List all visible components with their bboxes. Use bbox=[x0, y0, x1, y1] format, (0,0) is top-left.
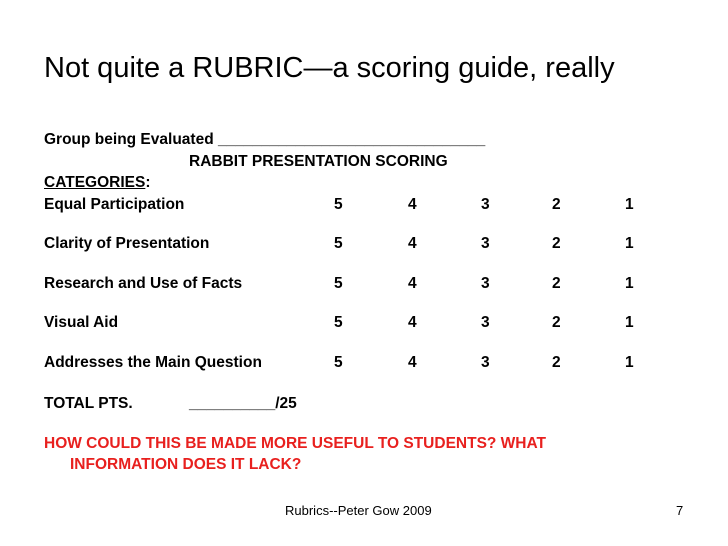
total-points-row bbox=[44, 395, 694, 417]
category-row bbox=[44, 354, 694, 376]
score-option: 4 bbox=[408, 314, 417, 331]
score-option: 2 bbox=[552, 314, 561, 331]
score-option: 3 bbox=[481, 235, 490, 252]
footer-text: Rubrics--Peter Gow 2009 bbox=[285, 503, 432, 518]
score-option: 2 bbox=[552, 354, 561, 371]
category-label: Equal Participation bbox=[44, 196, 185, 213]
category-row bbox=[44, 314, 694, 336]
category-row bbox=[44, 275, 694, 297]
categories-heading bbox=[44, 174, 151, 192]
score-option: 5 bbox=[334, 314, 343, 331]
score-option: 4 bbox=[408, 235, 417, 252]
category-label: Addresses the Main Question bbox=[44, 354, 262, 371]
score-option: 2 bbox=[552, 275, 561, 292]
score-option: 4 bbox=[408, 354, 417, 371]
category-label: Research and Use of Facts bbox=[44, 275, 243, 292]
score-option: 5 bbox=[334, 196, 343, 213]
group-evaluated-line: Group being Evaluated _______________________________ bbox=[44, 131, 486, 148]
scoring-subtitle: RABBIT PRESENTATION SCORING bbox=[189, 153, 448, 170]
score-option: 4 bbox=[408, 275, 417, 292]
score-option: 5 bbox=[334, 354, 343, 371]
score-option: 1 bbox=[625, 354, 634, 371]
score-option: 2 bbox=[552, 235, 561, 252]
category-row bbox=[44, 235, 694, 257]
categories-colon: : bbox=[145, 174, 151, 191]
page-number: 7 bbox=[676, 503, 684, 518]
score-option: 1 bbox=[625, 196, 634, 213]
score-option: 3 bbox=[481, 354, 490, 371]
score-option: 5 bbox=[334, 275, 343, 292]
score-option: 5 bbox=[334, 235, 343, 252]
slide-title: Not quite a RUBRIC—a scoring guide, really bbox=[44, 52, 615, 84]
category-label: Clarity of Presentation bbox=[44, 235, 210, 252]
category-row bbox=[44, 196, 694, 218]
score-option: 1 bbox=[625, 275, 634, 292]
score-option: 3 bbox=[481, 196, 490, 213]
total-points-blank: __________/25 bbox=[189, 395, 297, 412]
score-option: 1 bbox=[625, 235, 634, 252]
score-option: 4 bbox=[408, 196, 417, 213]
categories-label: CATEGORIES bbox=[44, 174, 146, 191]
score-option: 3 bbox=[481, 275, 490, 292]
score-option: 1 bbox=[625, 314, 634, 331]
question-line-1: HOW COULD THIS BE MADE MORE USEFUL TO STUDENTS? WHAT bbox=[44, 435, 547, 452]
score-option: 2 bbox=[552, 196, 561, 213]
score-option: 3 bbox=[481, 314, 490, 331]
total-points-label: TOTAL PTS. bbox=[44, 395, 133, 412]
question-line-2: INFORMATION DOES IT LACK? bbox=[70, 456, 302, 473]
category-label: Visual Aid bbox=[44, 314, 119, 331]
